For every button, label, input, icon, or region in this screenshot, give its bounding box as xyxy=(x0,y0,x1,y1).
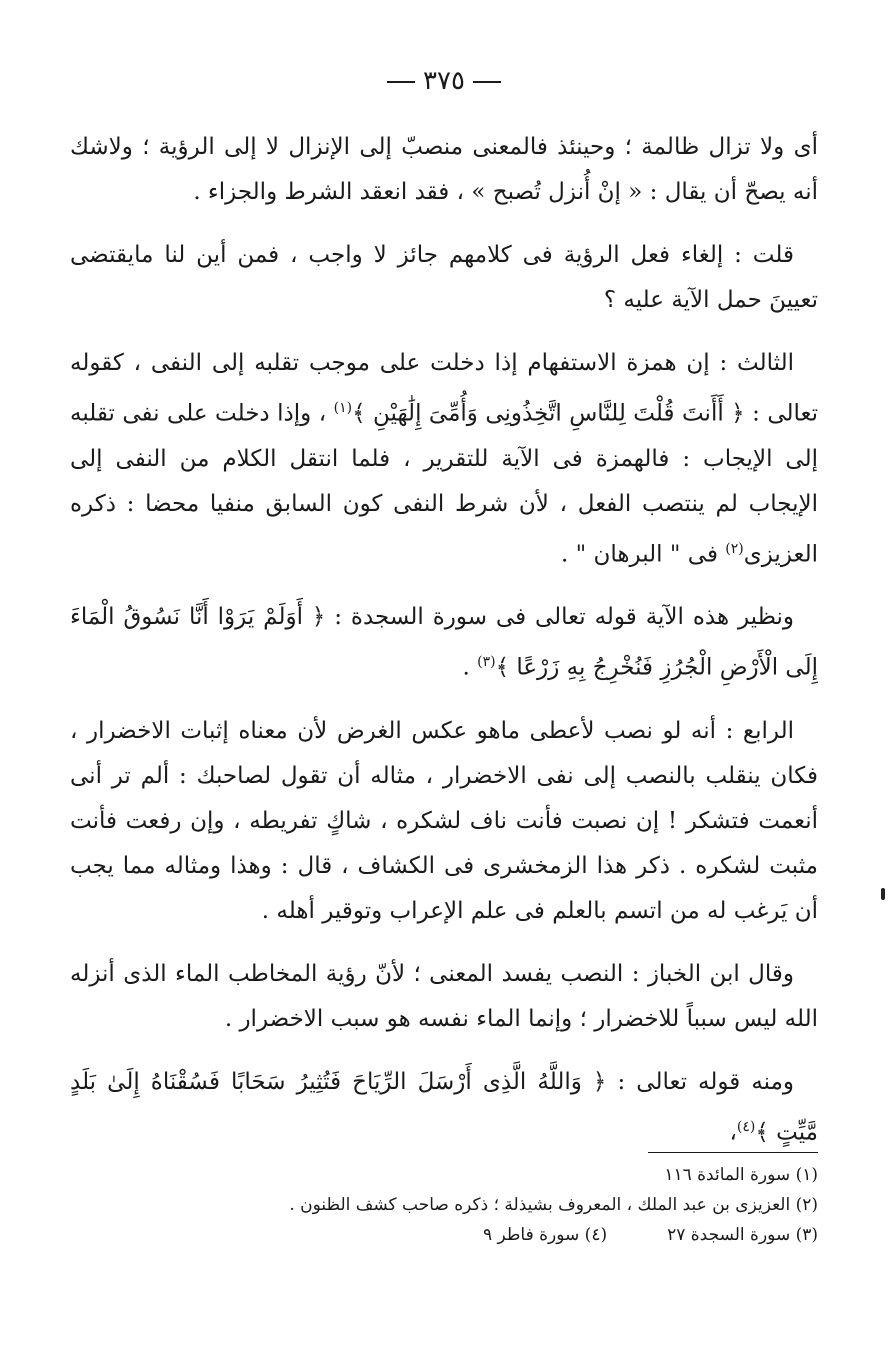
paragraph-minhu xyxy=(70,1060,818,1156)
main-text xyxy=(70,125,818,1174)
footnote-1: (١) سورة المائدة ١١٦ xyxy=(664,1165,818,1185)
quran-verse-maidah: ﴿ أَأَنتَ قُلْتَ لِلنَّاسِ اتَّخِذُونِى وَأُمِّىَ إِلَٰهَيْنِ ﴾ xyxy=(352,400,745,427)
paragraph-fourth: الرابع : أنه لو نصب لأعطى ماهو عكس الغرض لأن معناه إثبات الاخضرار ، فكان ينقلب بالنصب إلى نفى الاخضرار ، مثاله أن تقول لصاحبك : ألم تر أنى أنعمت فتشكر ! إن نصبت فأنت ناف لشكره ، شاكٍ تفريطه ، وإن رفعت فأنت مثبت لشكره . ذكر هذا الزمخشرى فى الكشاف ، قال : وهذا ومثاله مما يجب أن يَرغب له من اتسم بالعلم فى علم الإعراب وتوقير أهله . xyxy=(70,717,818,924)
scan-artifact-mark xyxy=(881,888,885,900)
third-tail: فى " البرهان " . xyxy=(561,541,718,568)
footnote-ref-3: (٣) xyxy=(477,654,496,671)
similar-intro: ونظير هذه الآية قوله تعالى فى سورة السجدة : xyxy=(334,604,794,631)
third-intro: الثالث : إن همزة الاستفهام إذا دخلت على موجب تقلبه إلى النفى ، كقوله تعالى : xyxy=(70,350,819,427)
third-rest: ، وإذا دخلت على نفى تقلبه إلى الإيجاب : فالهمزة فى الآية للتقرير ، فلما انتقل الكلام من النفى إلى الإيجاب لم ينتصب الفعل ، لأن شرط النفى كون السابق منفيا محضا : ذكره العزيزى xyxy=(70,400,818,568)
minhu-intro: ومنه قوله تعالى : xyxy=(617,1068,795,1095)
footnote-divider xyxy=(648,1152,818,1153)
footnotes xyxy=(70,1160,818,1250)
quran-verse-fatir: ﴿ وَاللَّهُ الَّذِى أَرْسَلَ الرِّيَاحَ فَتُثِيرُ سَحَابًا فَسُقْنَاهُ إِلَىٰ بَلَدٍ مَّيِّتٍ ﴾ xyxy=(70,1068,818,1146)
quran-verse-sajda: ﴿ أَوَلَمْ يَرَوْا أَنَّا نَسُوقُ الْمَاءَ إِلَى الْأَرْضِ الْجُرُزِ فَنُخْرِجُ بِهِ زَرْعًا ﴾ xyxy=(70,604,818,681)
paragraph-khabbaz: وقال ابن الخباز : النصب يفسد المعنى ؛ لأنّ رؤية المخاطب الماء الذى أنزله الله ليس سبباً للاخضرار ؛ وإنما الماء نفسه هو سبب الاخضرار . xyxy=(70,960,818,1032)
page-number xyxy=(0,66,888,96)
footnote-ref-4: (٤) xyxy=(736,1118,756,1135)
page-number-dash-left xyxy=(387,81,415,83)
paragraph-1: أى ولا تزال ظالمة ؛ وحينئذ فالمعنى منصبّ إلى الإنزال لا إلى الرؤية ؛ ولاشك أنه يصحّ أن يقال : « إنْ أُنزل تُصبح » ، فقد انعقد الشرط والجزاء . xyxy=(70,134,818,205)
footnote-3: (٣) سورة السجدة ٢٧ xyxy=(667,1225,818,1245)
paragraph-similar xyxy=(70,595,818,691)
footnote-ref-1: (١) xyxy=(333,400,353,416)
footnote-row-3-4 xyxy=(70,1220,818,1250)
footnote-2: (٢) العزيزى بن عبد الملك ، المعروف بشيذلة ؛ ذكره صاحب كشف الظنون . xyxy=(289,1195,818,1215)
paragraph-third xyxy=(70,341,818,577)
page-number-text: ٣٧٥ xyxy=(423,66,465,96)
paragraph-2: قلت : إلغاء فعل الرؤية فى كلامهم جائز لا واجب ، فمن أين لنا مايقتضى تعيينَ حمل الآية عليه ؟ xyxy=(70,242,818,313)
footnote-ref-2: (٢) xyxy=(725,540,744,557)
page-number-dash-right xyxy=(473,81,501,83)
minhu-tail: ، xyxy=(729,1119,737,1146)
footnote-4: (٤) سورة فاطر ٩ xyxy=(482,1225,608,1245)
similar-tail: . xyxy=(462,654,470,681)
